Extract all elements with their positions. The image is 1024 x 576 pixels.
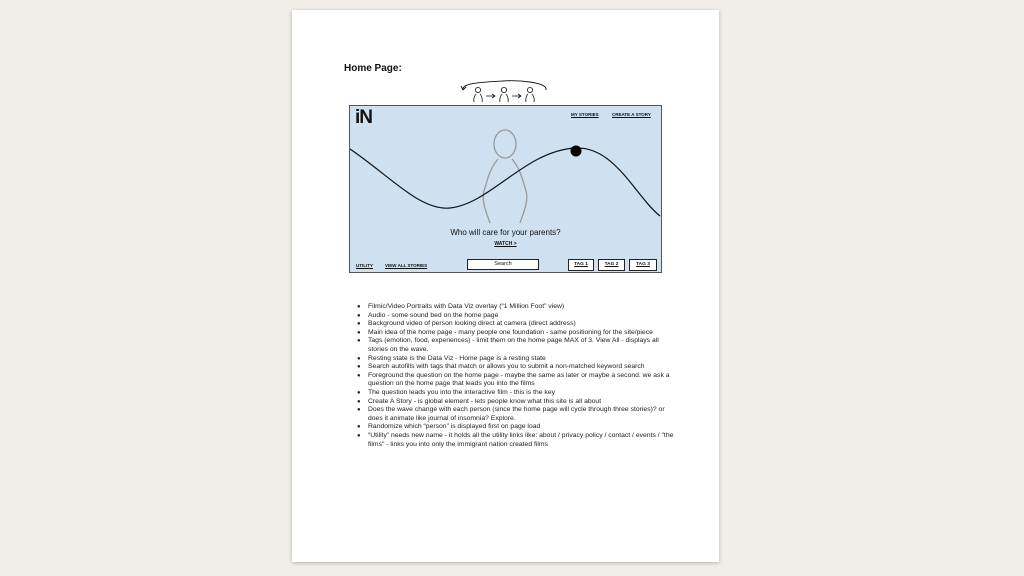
my-stories-link[interactable]: MY STORIES — [571, 112, 599, 117]
bullet-icon: ● — [357, 312, 361, 319]
page-title: Home Page: — [344, 63, 402, 74]
bullet-icon: ● — [357, 389, 361, 396]
list-item: ● Does the wave change with each person (since the home page will cycle through three stories)? or does it animate like journal of insomnia? Explore. — [357, 406, 665, 422]
person-icon — [474, 87, 482, 102]
bullet-icon: ● — [357, 329, 361, 336]
list-item: ● Filmic/Video Portraits with Data Viz overlay (“1 Million Foot” view) — [357, 303, 565, 310]
search-input[interactable]: Search — [467, 259, 539, 270]
list-item: ● Randomize which “person” is displayed first on page load — [357, 423, 541, 431]
bullet-icon: ● — [357, 398, 361, 405]
wave-marker-dot — [571, 146, 582, 157]
bullet-icon: ● — [357, 432, 361, 439]
tag-1-button[interactable]: TAG 1 — [568, 259, 594, 271]
logo[interactable]: iN — [355, 107, 372, 128]
person-silhouette — [483, 130, 527, 223]
list-item: ● Audio - some sound bed on the home page — [357, 311, 499, 319]
create-story-link[interactable]: CREATE A STORY — [612, 112, 651, 117]
bullet-icon: ● — [357, 372, 361, 379]
list-item: ● Foreground the question on the home page - maybe the same as later or maybe a second. we ask a question on the home page that leads you into the films — [357, 371, 670, 388]
home-page-mockup — [349, 105, 662, 273]
data-viz-wave — [350, 106, 662, 273]
person-icon — [500, 87, 508, 102]
list-item: ● “Utility” needs new name - it holds all the utility links like: about / privacy policy / contact / events / "the films" - links you into only the immigrant nation created films — [357, 431, 674, 448]
bullet-icon: ● — [357, 364, 361, 371]
bullet-icon: ● — [357, 407, 361, 414]
list-item: ● Tags (emotion, food, experiences) - limit them on the home page MAX of 3. View All - displays all stories on the wave. — [357, 337, 659, 353]
person-icon — [526, 87, 534, 102]
arrow-right-icon — [486, 94, 495, 98]
tag-3-button[interactable]: TAG 3 — [629, 259, 657, 271]
bullet-icon: ● — [357, 321, 361, 328]
bullet-icon: ● — [357, 424, 361, 431]
bullet-icon: ● — [357, 304, 361, 310]
tag-2-button[interactable]: TAG 2 — [598, 259, 625, 271]
list-item: ● Search autofills with tags that match or allows you to submit a non-matched keyword search — [357, 363, 645, 371]
list-item: ● The question leads you into the interactive film - this is the key — [357, 388, 556, 396]
bullet-icon: ● — [357, 355, 361, 362]
person-cycle-diagram — [458, 80, 558, 106]
list-item: ● Main idea of the home page - many people one foundation - same positioning for the site/piece — [357, 328, 653, 336]
watch-link[interactable]: WATCH > — [494, 241, 517, 247]
list-item: ● Background video of person looking direct at camera (direct address) — [357, 320, 576, 328]
utility-link[interactable]: UTILITY — [356, 263, 373, 268]
bullet-icon: ● — [357, 338, 361, 345]
view-all-stories-link[interactable]: VIEW ALL STORIES — [385, 263, 428, 268]
list-item: ● Create A Story - is global element - lets people know what this site is all about — [357, 397, 602, 405]
home-question: Who will care for your parents? — [450, 228, 561, 237]
list-item: ● Resting state is the Data Viz - Home page is a resting state — [357, 354, 546, 362]
notes-list — [357, 303, 677, 449]
arrow-right-icon — [512, 94, 521, 98]
